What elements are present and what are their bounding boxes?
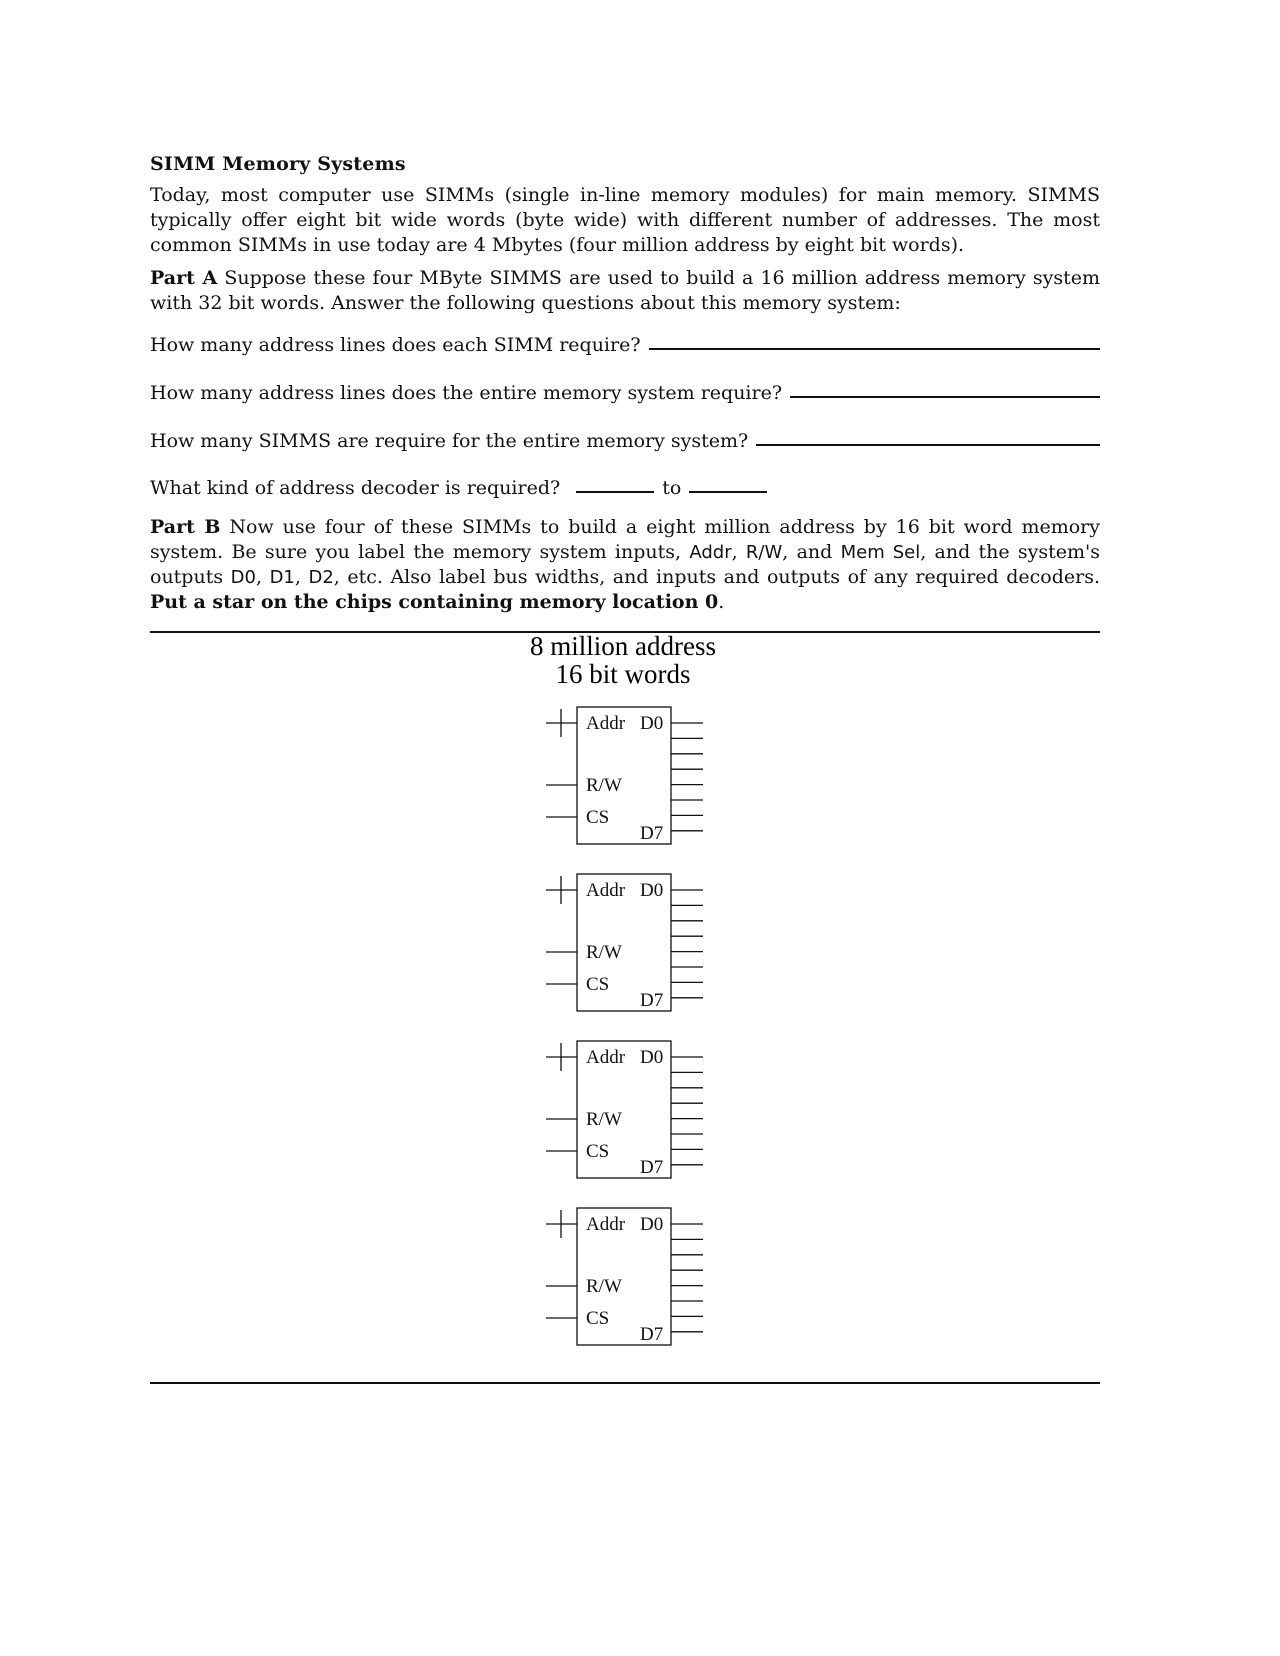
separator: ,: [731, 541, 738, 563]
separator: , and: [782, 541, 833, 563]
d2-label: D2: [308, 567, 334, 588]
chip-d7-label: D7: [640, 823, 664, 844]
chip-rw-label: R/W: [586, 942, 622, 963]
part-b-text: Now use four of these SIMMs to build a eight million address by 16 bit word memory system. Be sure you label the memory system inputs,: [150, 516, 1100, 563]
chip-rw-label: R/W: [586, 1276, 622, 1297]
part-a-label: Part A: [150, 267, 218, 289]
chip-addr-label: Addr: [586, 1047, 626, 1068]
to-label: to: [662, 477, 682, 499]
chip-addr-label: Addr: [586, 880, 626, 901]
question-text: What kind of address decoder is required?: [150, 477, 561, 499]
addr-label: Addr: [689, 542, 732, 563]
chip-addr-label: Addr: [586, 1214, 626, 1235]
chip-d7-label: D7: [640, 990, 664, 1011]
chip-d0-label: D0: [640, 1214, 664, 1235]
memsel-label: Mem Sel: [840, 542, 921, 563]
question-text: How many address lines does each SIMM require?: [150, 334, 641, 356]
chip-d0-label: D0: [640, 880, 664, 901]
chip-rw-label: R/W: [586, 1109, 622, 1130]
question-text: How many address lines does the entire memory system require?: [150, 382, 783, 404]
chip-d7-label: D7: [640, 1157, 664, 1178]
part-b-text: , etc. Also label bus widths, and inputs and outputs of any required decoders.: [333, 566, 1101, 588]
page-title: SIMM Memory Systems: [150, 153, 406, 175]
chip-d0-label: D0: [640, 713, 664, 734]
rw-label: R/W: [745, 542, 783, 563]
part-b-emphasis: Put a star on the chips containing memory location 0: [150, 591, 719, 613]
chip-cs-label: CS: [586, 1141, 610, 1162]
separator: ,: [294, 566, 301, 588]
chip-cs-label: CS: [586, 807, 610, 828]
intro-paragraph: Today, most computer use SIMMs (single in-line memory modules) for main memory. SIMMS typically offer eight bit wide words (byte wide) with different number of addresses. The most common SIMMs in use today are 4 Mbytes (four million address by eight bit words).: [150, 184, 1100, 256]
diagram-title-line2: 16 bit words: [555, 659, 691, 689]
chip-cs-label: CS: [586, 974, 610, 995]
diagram-title-line1: 8 million address: [530, 631, 716, 661]
period: .: [718, 591, 725, 613]
chip-d7-label: D7: [640, 1324, 664, 1345]
separator: ,: [255, 566, 263, 588]
part-b-text: , and the system's outputs: [150, 541, 1101, 588]
question-text: How many SIMMS are require for the entire memory system?: [150, 430, 749, 452]
chip-d0-label: D0: [640, 1047, 664, 1068]
part-a-text: Suppose these four MByte SIMMS are used to build a 16 million address memory system with 32 bit words. Answer the following questions about this memory system:: [150, 267, 1100, 314]
part-b-label: Part B: [150, 516, 221, 538]
chip-cs-label: CS: [586, 1308, 610, 1329]
chip-addr-label: Addr: [586, 713, 626, 734]
chip-rw-label: R/W: [586, 775, 622, 796]
d1-label: D1: [269, 567, 295, 588]
d0-label: D0: [230, 567, 256, 588]
